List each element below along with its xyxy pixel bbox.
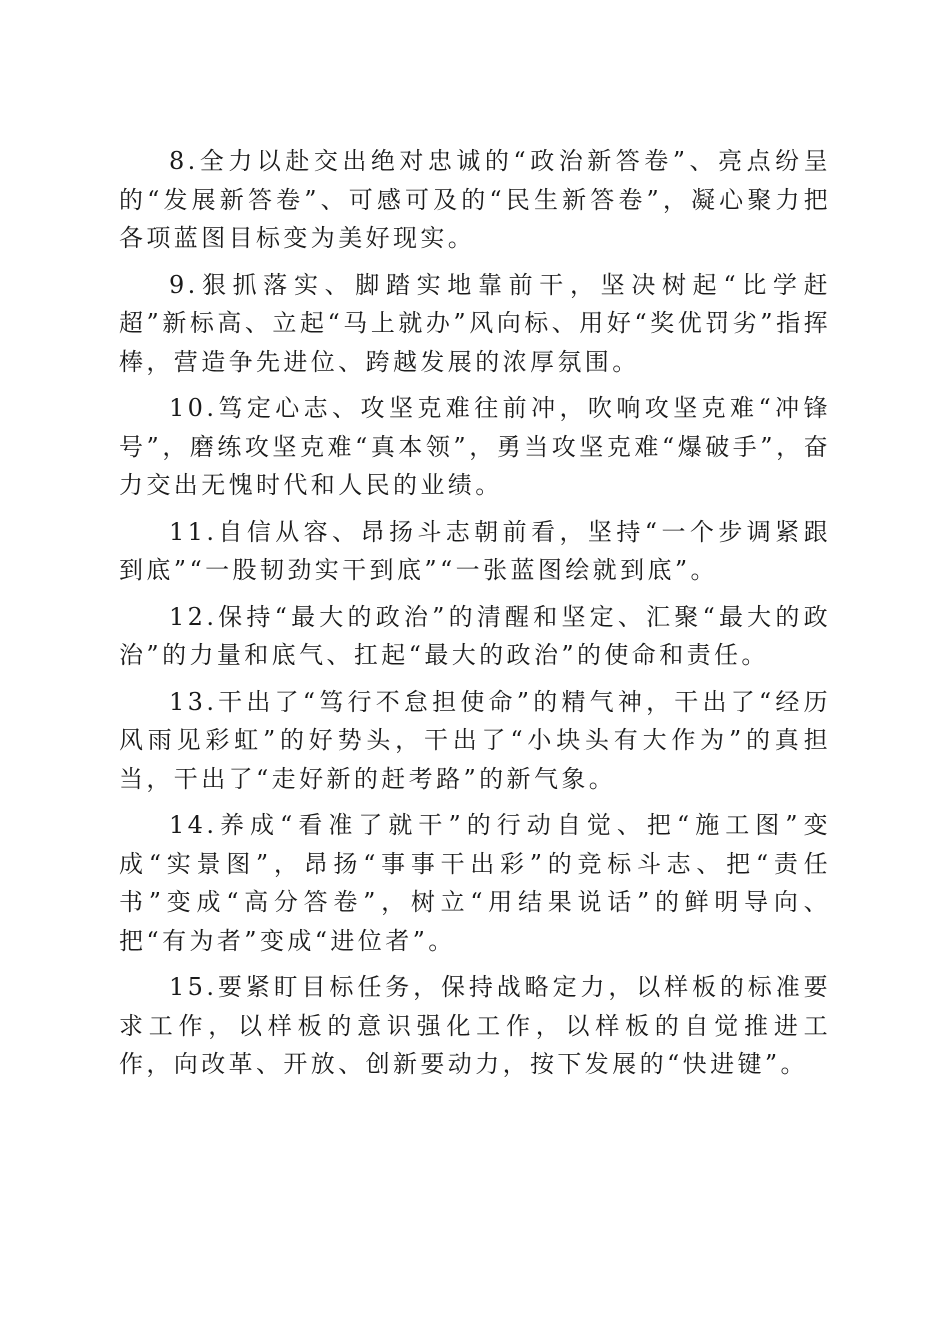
paragraph-9: 9.狠抓落实、脚踏实地靠前干，坚决树起“比学赶超”新标高、立起“马上就办”风向标、用好“奖优罚劣”指挥棒，营造争先进位、跨越发展的浓厚氛围。: [119, 270, 831, 376]
paragraph-8: 8.全力以赴交出绝对忠诚的“政治新答卷”、亮点纷呈的“发展新答卷”、可感可及的“民生新答卷”，凝心聚力把各项蓝图目标变为美好现实。: [119, 147, 831, 252]
paragraph-12: 12.保持“最大的政治”的清醒和坚定、汇聚“最大的政治”的力量和底气、扛起“最大的政治”的使命和责任。: [119, 602, 831, 669]
document-body: [119, 142, 831, 1092]
paragraph-13: 13.干出了“笃行不怠担使命”的精气神，干出了“经历风雨见彩虹”的好势头，干出了“小块头有大作为”的真担当，干出了“走好新的赶考路”的新气象。: [119, 687, 831, 793]
paragraph-14: 14.养成“看准了就干”的行动自觉、把“施工图”变成“实景图”，昂扬“事事干出彩”的竞标斗志、把“责任书”变成“高分答卷”，树立“用结果说话”的鲜明导向、把“有为者”变成“进位者”。: [119, 811, 831, 955]
paragraph-10: 10.笃定心志、攻坚克难往前冲，吹响攻坚克难“冲锋号”，磨练攻坚克难“真本领”，勇当攻坚克难“爆破手”，奋力交出无愧时代和人民的业绩。: [119, 394, 831, 499]
paragraph-15: 15.要紧盯目标任务，保持战略定力，以样板的标准要求工作，以样板的意识强化工作，以样板的自觉推进工作，向改革、开放、创新要动力，按下发展的“快进键”。: [119, 973, 831, 1078]
paragraph-11: 11.自信从容、昂扬斗志朝前看，坚持“一个步调紧跟到底”“一股韧劲实干到底”“一张蓝图绘就到底”。: [119, 517, 831, 584]
